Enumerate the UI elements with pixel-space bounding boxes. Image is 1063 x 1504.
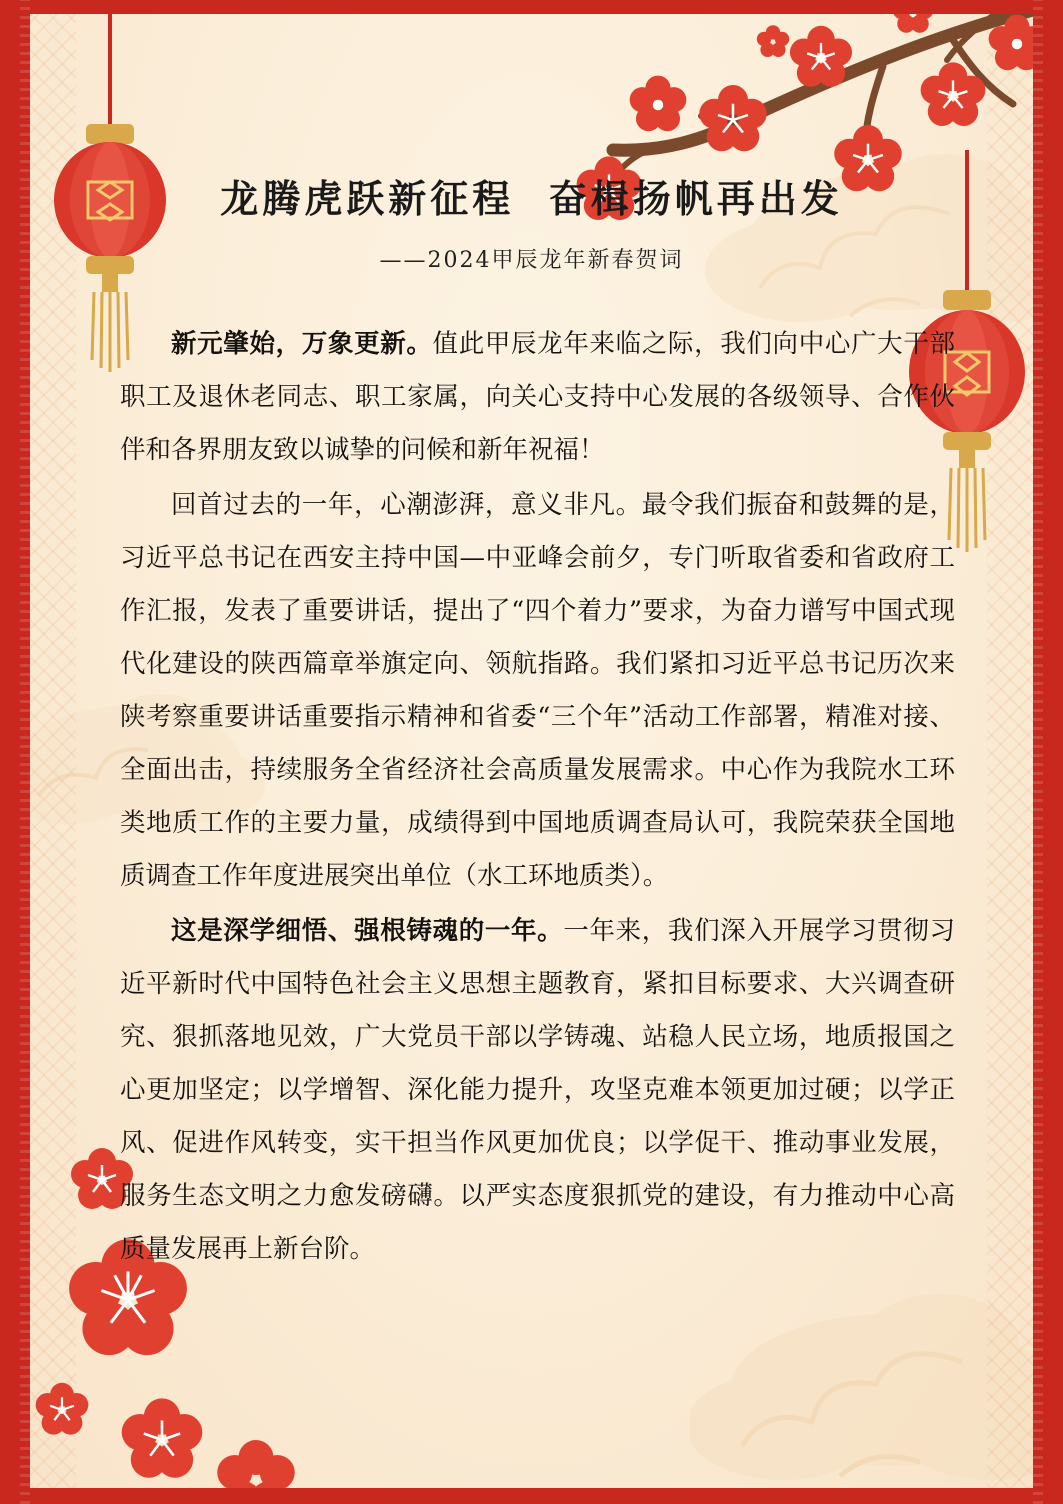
paragraph-1-lead: 新元肇始，万象更新。 (171, 329, 433, 359)
page-title: 龙腾虎跃新征程 奋楫扬帆再出发 (220, 176, 843, 221)
title-block (0, 168, 1063, 274)
paragraph-3 (120, 905, 955, 1276)
paragraph-3-lead: 这是深学细悟、强根铸魂的一年。 (171, 916, 564, 946)
paragraph-2-text: 回首过去的一年，心潮澎湃，意义非凡。最令我们振奋和鼓舞的是，习近平总书记在西安主持中国—中亚峰会前夕，专门听取省委和省政府工作汇报，发表了重要讲话，提出了“四个着力”要求，为奋力谱写中国式现代化建设的陕西篇章举旗定向、领航指路。我们紧扣习近平总书记历次来陕考察重要讲话重要指示精神和省委“三个年”活动工作部署，精准对接、全面出击，持续服务全省经济社会高质量发展需求。中心作为我院水工环类地质工作的主要力量，成绩得到中国地质调查局认可，我院荣获全国地质调查工作年度进展突出单位（水工环地质类）。 (120, 490, 955, 891)
body-text (120, 318, 955, 1276)
page-subtitle: ——2024甲辰龙年新春贺词 (379, 248, 684, 273)
paragraph-1-text: 值此甲辰龙年来临之际，我们向中心广大干部职工及退休老同志、职工家属，向关心支持中心发展的各级领导、合作伙伴和各界朋友致以诚挚的问候和新年祝福！ (120, 329, 955, 465)
paragraph-2 (120, 479, 955, 903)
paragraph-1 (120, 318, 955, 477)
paragraph-3-text: 一年来，我们深入开展学习贯彻习近平新时代中国特色社会主义思想主题教育，紧扣目标要求、大兴调查研究、狠抓落地见效，广大党员干部以学铸魂、站稳人民立场，地质报国之心更加坚定；以学增智、深化能力提升，攻坚克难本领更加过硬；以学正风、促进作风转变，实干担当作风更加优良；以学促干、推动事业发展，服务生态文明之力愈发磅礴。以严实态度狠抓党的建设，有力推动中心高质量发展再上新台阶。 (120, 916, 955, 1264)
